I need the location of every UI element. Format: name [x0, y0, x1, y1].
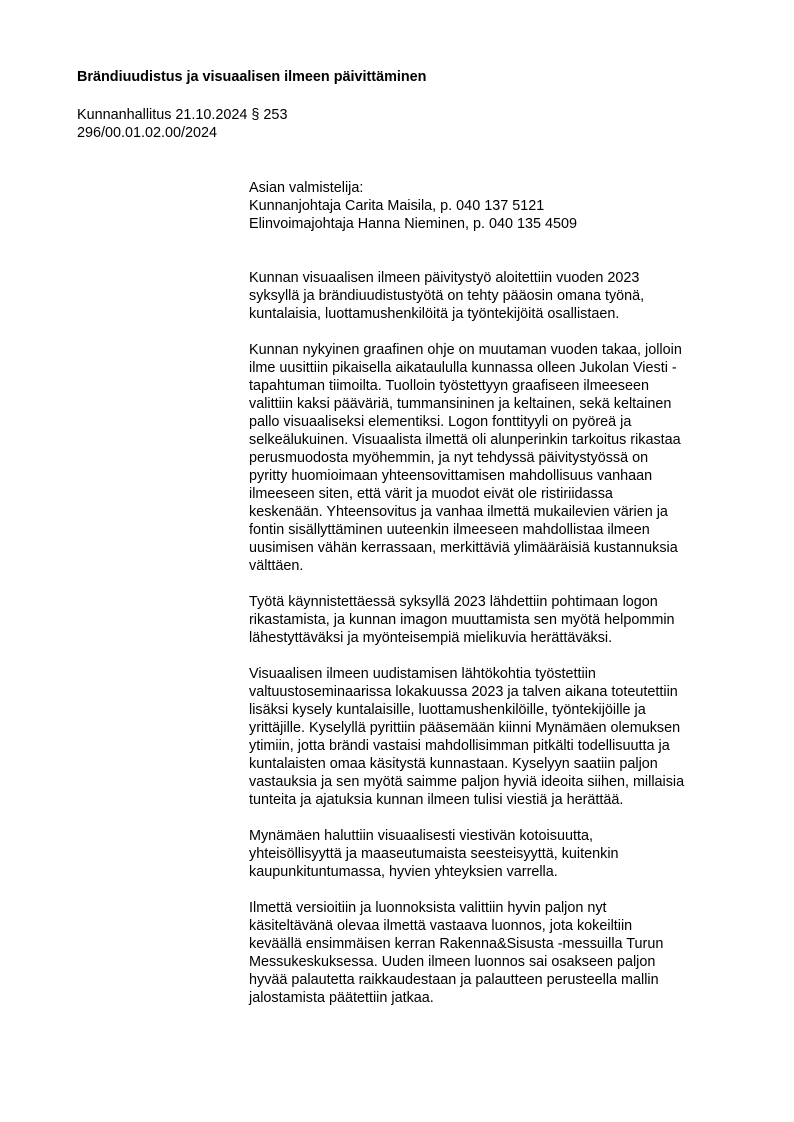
paragraph-line: kaupunkituntumassa, hyvien yhteyksien varrella.: [249, 864, 558, 880]
paragraph-line: keväällä ensimmäisen kerran Rakenna&Sisusta -messuilla Turun: [249, 936, 664, 952]
meeting-info: [77, 106, 477, 142]
meeting-line: Kunnanhallitus 21.10.2024 § 253: [77, 107, 288, 123]
paragraph-line: Visuaalisen ilmeen uudistamisen lähtökohtia työstettiin: [249, 666, 596, 682]
paragraph-line: tunteita ja ajatuksia kunnan ilmeen tulisi viestiä ja herättää.: [249, 792, 624, 808]
body-paragraph-4: [249, 665, 735, 809]
paragraph-line: jalostamista päätettiin jatkaa.: [249, 990, 434, 1006]
paragraph-line: keskenään. Yhteensovitus ja vanhaa ilmettä mukailevien värien ja: [249, 504, 668, 520]
paragraph-line: Mynämäen haluttiin visuaalisesti viestivän kotoisuutta,: [249, 828, 593, 844]
paragraph-line: Työtä käynnistettäessä syksyllä 2023 lähdettiin pohtimaan logon: [249, 594, 658, 610]
preparer-person-1: Kunnanjohtaja Carita Maisila, p. 040 137 5121: [249, 198, 545, 214]
paragraph-line: pallo visuaaliseksi elementiksi. Logon fonttityyli on pyöreä ja: [249, 414, 632, 430]
paragraph-line: kuntalaisten omaa käsitystä kunnastaan. Kyselyyn saatiin paljon: [249, 756, 658, 772]
body-paragraph-5: [249, 827, 735, 881]
record-number: 296/00.01.02.00/2024: [77, 125, 218, 141]
paragraph-line: kuntalaisia, luottamushenkilöitä ja työntekijöitä osallistaen.: [249, 306, 620, 322]
paragraph-line: fontin sisällyttäminen uuteenkin ilmeeseen mahdollistaa ilmeen: [249, 522, 650, 538]
paragraph-line: Ilmettä versioitiin ja luonnoksista valittiin hyvin paljon nyt: [249, 900, 607, 916]
paragraph-line: Kunnan visuaalisen ilmeen päivitystyö aloitettiin vuoden 2023: [249, 270, 640, 286]
paragraph-line: yrittäjille. Kyselyllä pyrittiin pääsemään kiinni Mynämäen olemuksen: [249, 720, 681, 736]
paragraph-line: selkeälukuinen. Visuaalista ilmettä oli alunperinkin tarkoitus rikastaa: [249, 432, 681, 448]
paragraph-line: pyritty huomioimaan yhteensovittamisen mahdollisuus vanhaan: [249, 468, 653, 484]
preparer-block: [249, 179, 719, 233]
body-text: [249, 269, 735, 1025]
document-title: Brändiuudistus ja visuaalisen ilmeen päivittäminen: [77, 69, 427, 85]
paragraph-line: välttäen.: [249, 558, 304, 574]
body-paragraph-6: [249, 899, 735, 1007]
body-paragraph-3: [249, 593, 735, 647]
paragraph-line: vastauksia ja sen myötä saimme paljon hyviä ideoita siihen, millaisia: [249, 774, 685, 790]
paragraph-line: Messukeskuksessa. Uuden ilmeen luonnos sai osakseen paljon: [249, 954, 656, 970]
paragraph-line: syksyllä ja brändiuudistustyötä on tehty pääosin omana työnä,: [249, 288, 645, 304]
paragraph-line: ytimiin, jotta brändi vastaisi mahdollisimman pitkälti todellisuutta ja: [249, 738, 670, 754]
paragraph-line: lähestyttäväksi ja myönteisempiä mielikuvia herättäväksi.: [249, 630, 613, 646]
paragraph-line: ilmeeseen siten, että värit ja muodot eivät ole ristiriidassa: [249, 486, 613, 502]
paragraph-line: tapahtuman tiimoilta. Tuolloin työstettyyn graafiseen ilmeeseen: [249, 378, 649, 394]
paragraph-line: valittiin kaksi pääväriä, tummansininen ja keltainen, sekä keltainen: [249, 396, 672, 412]
paragraph-line: käsiteltävänä olevaa ilmettä vastaava luonnos, jota kokeiltiin: [249, 918, 633, 934]
paragraph-line: ilme uusittiin pikaisella aikataululla kunnassa olleen Jukolan Viesti -: [249, 360, 677, 376]
paragraph-line: yhteisöllisyyttä ja maaseutumaista seesteisyyttä, kuitenkin: [249, 846, 619, 862]
preparer-heading: Asian valmistelija:: [249, 180, 364, 196]
paragraph-line: Kunnan nykyinen graafinen ohje on muutaman vuoden takaa, jolloin: [249, 342, 682, 358]
paragraph-line: perusmuodosta myöhemmin, ja nyt tehdyssä päivitystyössä on: [249, 450, 649, 466]
paragraph-line: hyvää palautetta raikkaudestaan ja palautteen perusteella mallin: [249, 972, 659, 988]
paragraph-line: lisäksi kysely kuntalaisille, luottamushenkilöille, työntekijöille ja: [249, 702, 646, 718]
paragraph-line: uusimisen vähän kerrassaan, merkittäviä ylimääräisiä kustannuksia: [249, 540, 678, 556]
paragraph-line: rikastamista, ja kunnan imagon muuttamista sen myötä helpommin: [249, 612, 675, 628]
paragraph-line: valtuustoseminaarissa lokakuussa 2023 ja talven aikana toteutettiin: [249, 684, 678, 700]
preparer-person-2: Elinvoimajohtaja Hanna Nieminen, p. 040 135 4509: [249, 216, 578, 232]
body-paragraph-1: [249, 269, 735, 323]
body-paragraph-2: [249, 341, 735, 575]
